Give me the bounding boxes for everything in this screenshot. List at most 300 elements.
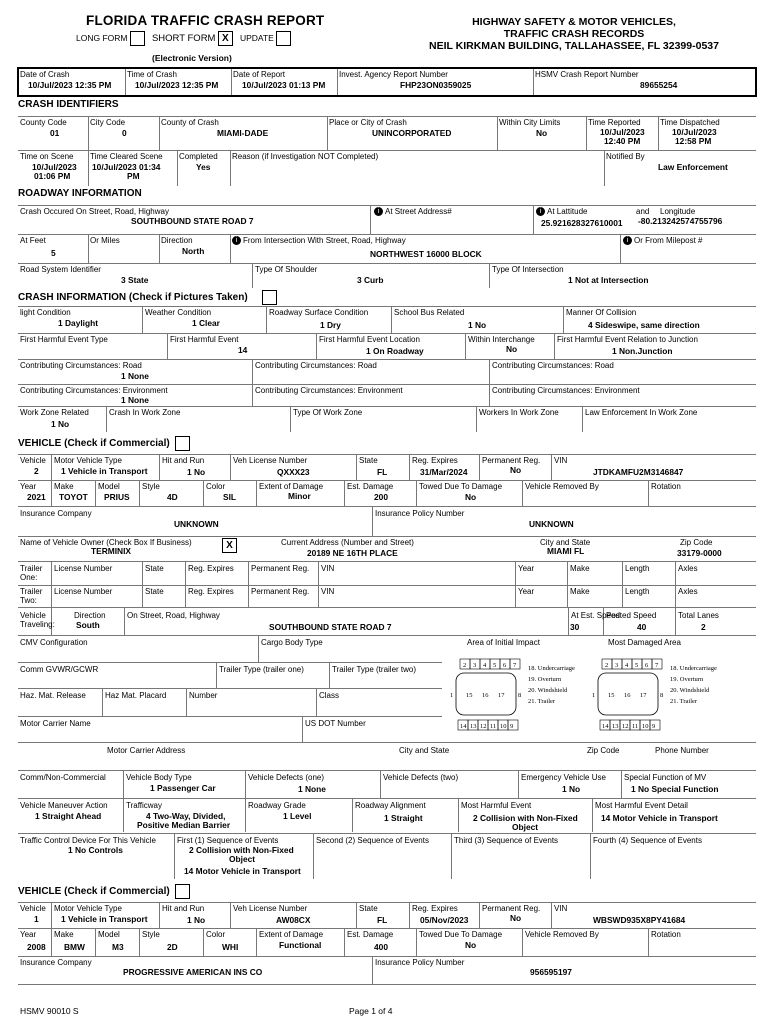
t2-axles-label: Axles <box>678 587 698 596</box>
light-condition: 1 Daylight <box>58 318 99 328</box>
info-icon: i <box>623 236 632 245</box>
le-work-zone-label: Law Enforcement In Work Zone <box>585 408 698 417</box>
haz-placard-label: Haz Mat. Placard <box>105 691 167 700</box>
impact-number: 14 <box>460 723 467 730</box>
v1-plate: QXXX23 <box>277 467 310 477</box>
weather: 1 Clear <box>192 318 220 328</box>
date-of-report: 10/Jul/2023 01:13 PM <box>242 80 326 90</box>
update-label: UPDATE <box>239 32 274 43</box>
cmv-label: CMV Configuration <box>20 638 88 647</box>
impact-number: 7 <box>513 662 517 669</box>
impact-number: 13 <box>470 723 477 730</box>
body-type: 1 Passenger Car <box>150 783 216 793</box>
most-harmful-detail: 14 Motor Vehicle in Transport <box>601 813 718 823</box>
update-checkbox[interactable] <box>276 31 291 46</box>
impact-number: 16 <box>482 692 489 699</box>
impact-number: 8 <box>660 692 664 699</box>
v2-type-label: Motor Vehicle Type <box>54 904 122 913</box>
school-bus-label: School Bus Related <box>394 308 465 317</box>
emergency-label: Emergency Vehicle Use <box>521 773 606 782</box>
intersection: NORTHWEST 16000 BLOCK <box>370 249 482 259</box>
traveling-label: Vehicle Traveling: <box>20 611 55 629</box>
t2-perm-label: Permanent Reg. <box>251 587 310 596</box>
impact-legend-item: 20. Windshield <box>528 687 568 694</box>
agency-line-1: HIGHWAY SAFETY & MOTOR VEHICLES, <box>472 16 676 28</box>
t2-year-label: Year <box>518 587 535 596</box>
v1-city: MIAMI FL <box>547 546 585 556</box>
info-icon: i <box>232 236 241 245</box>
trailer-one-label: Trailer One: <box>20 564 43 582</box>
commercial-checkbox[interactable] <box>175 436 190 451</box>
agency-header <box>380 16 768 52</box>
v1-owner-label: Name of Vehicle Owner (Check Box If Business) <box>20 538 192 547</box>
cc-road: 1 None <box>121 371 149 381</box>
t2-vin-label: VIN <box>321 587 335 596</box>
impact-number: 12 <box>622 723 629 730</box>
street-address-label-text: At Street Address# <box>385 207 452 216</box>
v1-direction-label: Direction <box>74 611 106 620</box>
seq1-1: 2 Collision with Non-Fixed <box>189 845 294 855</box>
weather-label: Weather Condition <box>145 308 212 317</box>
v1-color-label: Color <box>206 482 226 491</box>
v2-hr-label: Hit and Run <box>162 904 205 913</box>
v2-reg: 05/Nov/2023 <box>420 915 469 925</box>
impact-number: 14 <box>602 723 609 730</box>
impact-number: 12 <box>480 723 487 730</box>
v2-vin-label: VIN <box>554 904 568 913</box>
v2-reg-label: Reg. Expires <box>412 904 458 913</box>
v2-policy: 956595197 <box>530 967 572 977</box>
v1-perm: No <box>510 465 522 475</box>
fh-event: 14 <box>238 345 248 355</box>
v1-est-label: Est. Damage <box>347 482 394 491</box>
street-address-label <box>374 207 452 216</box>
alignment: 1 Straight <box>384 813 423 823</box>
v1-reg-label: Reg. Expires <box>412 456 458 465</box>
impact-number: 3 <box>615 662 619 669</box>
light-condition-label: light Condition <box>20 308 71 317</box>
impact-number: 16 <box>624 692 631 699</box>
surface: 1 Dry <box>320 320 341 330</box>
impact-number: 15 <box>608 692 615 699</box>
impact-number: 7 <box>655 662 659 669</box>
date-of-crash: 10/Jul/2023 12:35 PM <box>28 80 112 90</box>
impact-number: 2 <box>463 662 467 669</box>
school-bus: 1 No <box>468 320 487 330</box>
latitude-label <box>536 207 587 216</box>
tcd: 1 No Controls <box>68 845 123 855</box>
milepost-label <box>623 236 702 245</box>
completed-label: Completed <box>179 152 218 161</box>
city-code: 0 <box>122 128 127 138</box>
impact-number: 9 <box>652 723 656 730</box>
seq4-label: Fourth (4) Sequence of Events <box>593 836 702 845</box>
impact-legend-item: 18. Undercarriage <box>528 665 575 672</box>
trailer-two-type-label: Trailer Type (trailer two) <box>332 665 417 674</box>
defects-two-label: Vehicle Defects (two) <box>383 773 459 782</box>
v2-style-label: Style <box>142 930 160 939</box>
report-title: FLORIDA TRAFFIC CRASH REPORT <box>86 13 325 28</box>
gvwr-label: Comm GVWR/GCWR <box>20 665 99 674</box>
v1-vin-label: VIN <box>554 456 568 465</box>
v1-posted-label: Posted Speed <box>606 611 657 620</box>
v1-policy: UNKNOWN <box>529 519 574 529</box>
v2-plate: AW08CX <box>276 915 311 925</box>
impact-legend-item: 19. Overturn <box>670 676 704 683</box>
seq3-label: Third (3) Sequence of Events <box>454 836 559 845</box>
impact-number: 5 <box>493 662 497 669</box>
fh-event-label: First Harmful Event <box>170 335 239 344</box>
v1-year: 2021 <box>27 492 46 502</box>
t1-reg-label: Reg. Expires <box>188 564 234 573</box>
cc-env-label: Contributing Circumstances: Environment <box>20 386 168 395</box>
city-code-label: City Code <box>90 118 126 127</box>
v1-lanes: 2 <box>701 622 706 632</box>
latitude: 25.921628327610001 <box>541 218 623 228</box>
v1-rotation-label: Rotation <box>651 482 681 491</box>
v1-style-label: Style <box>142 482 160 491</box>
comm-label: Comm/Non-Commercial <box>20 773 106 782</box>
v2-make: BMW <box>64 942 85 952</box>
long-form-checkbox[interactable] <box>130 31 145 46</box>
seq2-label: Second (2) Sequence of Events <box>316 836 429 845</box>
direction: North <box>182 246 205 256</box>
roadway-heading: ROADWAY INFORMATION <box>18 188 142 199</box>
v2-color-label: Color <box>206 930 226 939</box>
v1-est-speed-label: At Est. Speed <box>571 611 620 620</box>
hsmv-number: 89655254 <box>640 80 678 90</box>
v1-policy-label: Insurance Policy Number <box>375 509 465 518</box>
latitude-label-text: At Lattitude <box>547 207 588 216</box>
longitude: -80.213242574755796 <box>638 216 723 226</box>
within-city: No <box>536 128 548 138</box>
t2-state-label: State <box>145 587 164 596</box>
v2-perm-label: Permanent Reg. <box>482 904 541 913</box>
v2-vehicle-label: Vehicle <box>20 904 46 913</box>
impact-number: 2 <box>605 662 609 669</box>
v1-perm-label: Permanent Reg. <box>482 456 541 465</box>
page-number: Page 1 of 4 <box>349 1006 393 1016</box>
v2-plate-label: Veh License Number <box>233 904 308 913</box>
dot-number-label: US DOT Number <box>305 719 366 728</box>
t1-vin-label: VIN <box>321 564 335 573</box>
hsmv-number-label: HSMV Crash Report Number <box>535 70 639 79</box>
v2-vin: WBSWD935X8PY41684 <box>593 915 686 925</box>
v2-vehicle: 1 <box>34 914 39 924</box>
impact-number: 9 <box>510 723 514 730</box>
v1-address-label: Current Address (Number and Street) <box>281 538 414 547</box>
v1-on-street-label: On Street, Road, Highway <box>127 611 220 620</box>
interchange-label: Within Interchange <box>468 335 535 344</box>
at-feet-label: At Feet <box>20 236 46 245</box>
impact-number: 17 <box>640 692 647 699</box>
v1-business-checkbox[interactable]: X <box>222 538 237 553</box>
v2-state: FL <box>377 915 388 925</box>
type-work-zone-label: Type Of Work Zone <box>293 408 363 417</box>
most-damaged-label: Most Damaged Area <box>608 638 681 647</box>
longitude-label: Longitude <box>660 207 696 216</box>
v1-make-label: Make <box>54 482 74 491</box>
time-reported-label: Time Reported <box>588 118 641 127</box>
agency-report-number: FHP23ON0359025 <box>400 80 472 90</box>
v1-zip: 33179-0000 <box>677 548 722 558</box>
work-zone: 1 No <box>51 419 70 429</box>
trafficway-label: Trafficway <box>126 801 163 810</box>
impact-number: 3 <box>473 662 477 669</box>
road-system: 3 State <box>121 275 149 285</box>
time-dispatched-date: 10/Jul/2023 <box>672 127 717 137</box>
v2-style: 2D <box>167 942 178 952</box>
place-label: Place or City of Crash <box>329 118 407 127</box>
v1-est-speed: 30 <box>570 622 580 632</box>
reason-label: Reason (if Investigation NOT Completed) <box>232 152 379 161</box>
short-form-label: SHORT FORM <box>151 32 216 44</box>
v1-vin: JTDKAMFU2M3146847 <box>593 467 684 477</box>
road-system-label: Road System Identifier <box>20 265 101 274</box>
impact-number: 4 <box>483 662 487 669</box>
fh-type-label: First Harmful Event Type <box>20 335 108 344</box>
direction-label: Direction <box>161 236 193 245</box>
v1-posted: 40 <box>637 622 647 632</box>
time-reported-time: 12:40 PM <box>604 136 641 146</box>
v1-damage-label: Extent of Damage <box>259 482 324 491</box>
notified-by-label: Notified By <box>606 152 645 161</box>
carrier-zip-label: Zip Code <box>587 746 620 755</box>
impact-legend-item: 20. Windshield <box>670 687 710 694</box>
intersection-label <box>232 236 406 245</box>
seq1-2: Object <box>229 854 256 864</box>
time-on-scene-date: 10/Jul/2023 <box>32 162 77 172</box>
county-of-crash-label: County of Crash <box>161 118 219 127</box>
v1-zip-label: Zip Code <box>680 538 713 547</box>
cc-road-2-label: Contributing Circumstances: Road <box>255 361 377 370</box>
v2-policy-label: Insurance Policy Number <box>375 958 465 967</box>
special-function-label: Special Function of MV <box>624 773 707 782</box>
trafficway-1: 4 Two-Way, Divided, <box>146 811 226 821</box>
t2-reg-label: Reg. Expires <box>188 587 234 596</box>
v1-color: SIL <box>223 492 237 502</box>
short-form-checkbox[interactable]: X <box>218 31 233 46</box>
t1-license-label: License Number <box>54 564 113 573</box>
seq1-3: 14 Motor Vehicle in Transport <box>184 866 301 876</box>
trafficway-2: Positive Median Barrier <box>137 820 231 830</box>
info-icon: i <box>374 207 383 216</box>
v1-direction: South <box>76 620 100 630</box>
impact-number: 11 <box>632 723 639 730</box>
carrier-address-label: Motor Carrier Address <box>107 746 186 755</box>
v2-year: 2008 <box>27 942 46 952</box>
impact-number: 13 <box>612 723 619 730</box>
t1-length-label: Length <box>625 564 650 573</box>
fh-junction: 1 Non.Junction <box>612 346 673 356</box>
crash-identifiers-heading: CRASH IDENTIFIERS <box>18 99 119 110</box>
commercial-checkbox-2[interactable] <box>175 884 190 899</box>
v1-model-label: Model <box>98 482 120 491</box>
fh-location-label: First Harmful Event Location <box>319 335 420 344</box>
v2-damage: Functional <box>279 940 322 950</box>
vehicle-1-heading <box>18 436 190 451</box>
impact-legend-item: 19. Overturn <box>528 676 562 683</box>
v2-color: WHI <box>222 942 239 952</box>
vehicle-2-title: VEHICLE (Check if Commercial) <box>18 886 170 898</box>
time-cleared-time: PM <box>127 171 140 181</box>
carrier-city-label: City and State <box>399 746 450 755</box>
v1-city-label: City and State <box>540 538 591 547</box>
v2-insurance: PROGRESSIVE AMERICAN INS CO <box>123 967 263 977</box>
cc-env: 1 None <box>121 395 149 405</box>
v1-type: 1 Vehicle in Transport <box>61 466 148 476</box>
time-of-crash: 10/Jul/2023 12:35 PM <box>135 80 219 90</box>
v1-vehicle-label: Vehicle <box>20 456 46 465</box>
cc-road-label: Contributing Circumstances: Road <box>20 361 142 370</box>
county-code: 01 <box>50 128 60 138</box>
v2-perm: No <box>510 913 522 923</box>
impact-number: 11 <box>490 723 497 730</box>
v1-insurance: UNKNOWN <box>174 519 219 529</box>
info-icon: i <box>536 207 545 216</box>
impact-number: 15 <box>466 692 473 699</box>
crash-street-label: Crash Occured On Street, Road, Highway <box>20 207 169 216</box>
impact-legend-item: 21. Trailer <box>528 698 556 705</box>
notified-by: Law Enforcement <box>658 162 728 172</box>
shoulder-label: Type Of Shoulder <box>255 265 318 274</box>
v1-hr-label: Hit and Run <box>162 456 205 465</box>
carrier-name-label: Motor Carrier Name <box>20 719 91 728</box>
most-harmful-label: Most Harmful Event <box>461 801 532 810</box>
emergency: 1 No <box>562 784 581 794</box>
most-harmful-1: 2 Collision with Non-Fixed <box>473 813 578 823</box>
defects-one: 1 None <box>298 784 326 794</box>
intersection-type: 1 Not at Intersection <box>568 275 649 285</box>
or-miles-label: Or Miles <box>90 236 120 245</box>
class-label: Class <box>319 691 340 700</box>
fh-location: 1 On Roadway <box>366 346 424 356</box>
county-of-crash: MIAMI-DADE <box>217 128 269 138</box>
v1-owner: TERMINIX <box>91 546 132 556</box>
body-type-label: Vehicle Body Type <box>126 773 192 782</box>
v1-make: TOYOT <box>59 492 88 502</box>
v1-on-street: SOUTHBOUND STATE ROAD 7 <box>269 622 392 632</box>
v1-est: 200 <box>374 492 388 502</box>
v2-hr: 1 No <box>187 915 206 925</box>
fh-junction-label: First Harmful Event Relation to Junction <box>557 335 698 344</box>
electronic-version: (Electronic Version) <box>152 53 232 63</box>
grade: 1 Level <box>283 811 312 821</box>
t1-perm-label: Permanent Reg. <box>251 564 310 573</box>
t2-make-label: Make <box>570 587 590 596</box>
most-damaged-diagram[interactable] <box>590 656 725 738</box>
v1-address: 20189 NE 16TH PLACE <box>307 548 398 558</box>
date-of-report-label: Date of Report <box>233 70 286 79</box>
v1-model: PRIUS <box>104 492 130 502</box>
milepost-label-text: Or From Milepost # <box>634 236 703 245</box>
v2-insurance-label: Insurance Company <box>20 958 92 967</box>
t2-length-label: Length <box>625 587 650 596</box>
place: UNINCORPORATED <box>372 128 452 138</box>
impact-number: 6 <box>503 662 507 669</box>
v1-hr: 1 No <box>187 467 206 477</box>
vehicle-2-heading <box>18 884 190 899</box>
crash-work-zone-label: Crash In Work Zone <box>109 408 181 417</box>
number-label: Number <box>189 691 218 700</box>
cc-env-3-label: Contributing Circumstances: Environment <box>492 386 640 395</box>
time-reported-date: 10/Jul/2023 <box>600 127 645 137</box>
impact-number: 4 <box>625 662 629 669</box>
county-code-label: County Code <box>20 118 67 127</box>
surface-label: Roadway Surface Condition <box>269 308 369 317</box>
v2-model-label: Model <box>98 930 120 939</box>
haz-release-label: Haz. Mat. Release <box>20 691 86 700</box>
vehicle-1-title: VEHICLE (Check if Commercial) <box>18 438 170 450</box>
workers-label: Workers In Work Zone <box>479 408 559 417</box>
t1-make-label: Make <box>570 564 590 573</box>
initial-impact-diagram[interactable] <box>448 656 583 738</box>
v2-est: 400 <box>374 942 388 952</box>
t1-year-label: Year <box>518 564 535 573</box>
defects-one-label: Vehicle Defects (one) <box>248 773 325 782</box>
v2-model: M3 <box>112 942 124 952</box>
v2-state-label: State <box>359 904 378 913</box>
v2-type: 1 Vehicle in Transport <box>61 914 148 924</box>
agency-line-3: NEIL KIRKMAN BUILDING, TALLAHASSEE, FL 32399-0537 <box>429 40 719 52</box>
alignment-label: Roadway Alignment <box>355 801 426 810</box>
impact-number: 8 <box>518 692 522 699</box>
impact-number: 1 <box>592 692 596 699</box>
maneuver: 1 Straight Ahead <box>35 811 102 821</box>
agency-line-2: TRAFFIC CRASH RECORDS <box>503 28 645 40</box>
v1-lanes-label: Total Lanes <box>678 611 719 620</box>
trailer-one-type-label: Trailer Type (trailer one) <box>219 665 304 674</box>
v1-removed-label: Vehicle Removed By <box>525 482 599 491</box>
v1-vehicle: 2 <box>34 466 39 476</box>
special-function: 1 No Special Function <box>631 784 719 794</box>
long-form-label: LONG FORM <box>76 32 128 43</box>
v1-state-label: State <box>359 456 378 465</box>
v1-towed: No <box>465 492 477 502</box>
pictures-taken-checkbox[interactable] <box>262 290 277 305</box>
and-label: and <box>636 207 650 216</box>
date-of-crash-label: Date of Crash <box>20 70 70 79</box>
t1-axles-label: Axles <box>678 564 698 573</box>
v2-damage-label: Extent of Damage <box>259 930 324 939</box>
v1-year-label: Year <box>20 482 37 491</box>
intersection-label-text: From Intersection With Street, Road, Highway <box>243 236 406 245</box>
v1-towed-label: Towed Due To Damage <box>419 482 503 491</box>
v1-type-label: Motor Vehicle Type <box>54 456 122 465</box>
most-harmful-detail-label: Most Harmful Event Detail <box>595 801 688 810</box>
shoulder: 3 Curb <box>357 275 384 285</box>
crash-info-heading <box>18 290 277 305</box>
completed: Yes <box>196 162 211 172</box>
time-cleared-label: Time Cleared Scene <box>90 152 163 161</box>
interchange: No <box>506 344 518 354</box>
initial-impact-label: Area of Initial Impact <box>467 638 540 647</box>
work-zone-label: Work Zone Related <box>20 408 89 417</box>
impact-number: 5 <box>635 662 639 669</box>
tcd-label: Traffic Control Device For This Vehicle <box>20 836 156 845</box>
grade-label: Roadway Grade <box>248 801 306 810</box>
cc-env-2-label: Contributing Circumstances: Environment <box>255 386 403 395</box>
t1-state-label: State <box>145 564 164 573</box>
impact-number: 1 <box>450 692 454 699</box>
form-type-row <box>76 31 291 46</box>
v1-insurance-label: Insurance Company <box>20 509 92 518</box>
time-dispatched-time: 12:58 PM <box>675 136 712 146</box>
within-city-label: Within City Limits <box>499 118 561 127</box>
v2-year-label: Year <box>20 930 37 939</box>
time-on-scene-label: Time on Scene <box>20 152 74 161</box>
crash-info-title: CRASH INFORMATION (Check if Pictures Taken) <box>18 292 248 304</box>
